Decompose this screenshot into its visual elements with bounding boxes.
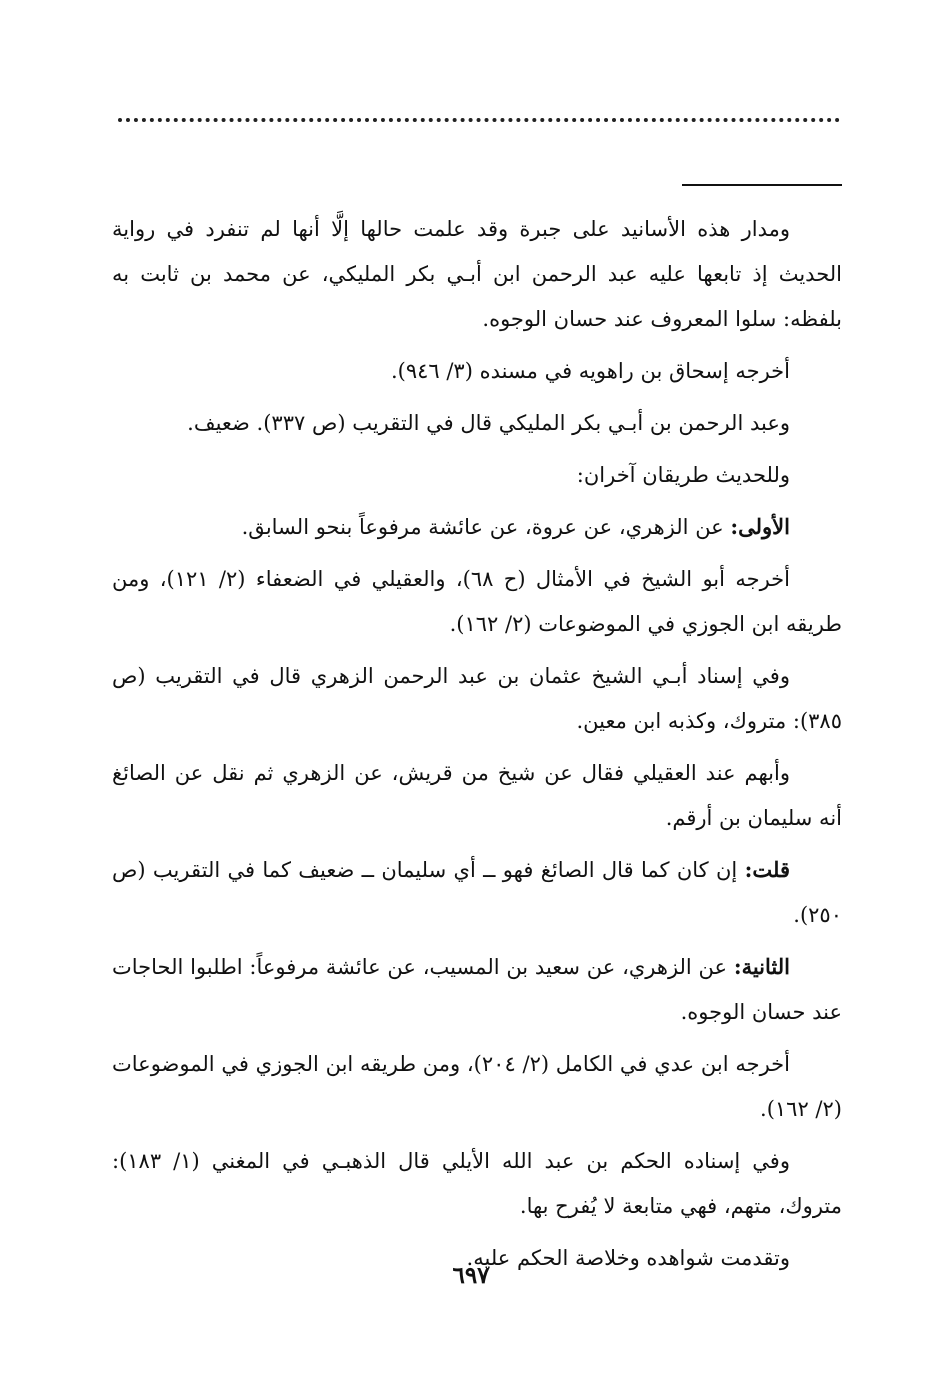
paragraph-11: أخرجه ابن عدي في الكامل (٢/ ٢٠٤)، ومن طريقه ابن الجوزي في الموضوعات (٢/ ١٦٢).	[112, 1052, 842, 1121]
heading-first-route: الأولى:	[730, 514, 790, 539]
paragraph-7: وفي إسناد أبـي الشيخ عثمان بن عبد الرحمن الزهري قال في التقريب (ص ٣٨٥): متروك، وكذبه ابن معين.	[112, 664, 842, 733]
paragraph-6: أخرجه أبو الشيخ في الأمثال (ح ٦٨)، والعقيلي في الضعفاء (٢/ ١٢١)، ومن طريقه ابن الجوزي في الموضوعات (٢/ ١٦٢).	[112, 567, 842, 636]
paragraph-4: وللحديث طريقان آخران:	[576, 463, 790, 487]
paragraph-1: ومدار هذه الأسانيد على جبرة وقد علمت حالها إلَّا أنها لم تنفرد في رواية الحديث إذ تابعها عليه عبد الرحمن ابن أبـي بكر المليكي، عن محمد بن ثابت به بلفظه: سلوا المعروف عند حسان الوجوه.	[112, 217, 842, 331]
paragraph-12: وفي إسناده الحكم بن عبد الله الأيلي قال الذهبـي في المغني (١/ ١٨٣): متروك، متهم، فهي متابعة لا يُفرح بها.	[112, 1149, 842, 1218]
paragraph-8: وأبهم عند العقيلي فقال عن شيخ من قريش، عن الزهري ثم نقل عن الصائغ أنه سليمان بن أرقم.	[112, 761, 842, 830]
main-text	[112, 206, 842, 1287]
paragraph-10: الثانية: عن الزهري، عن سعيد بن المسيب، عن عائشة مرفوعاً: اطلبوا الحاجات عند حسان الوجوه.	[112, 954, 842, 1024]
page-number: ٦٩٧	[452, 1262, 490, 1289]
paragraph-5: الأولى: عن الزهري، عن عروة، عن عائشة مرفوعاً بنحو السابق.	[241, 514, 790, 539]
heading-second-route: الثانية:	[733, 954, 790, 979]
heading-note: قلت:	[744, 857, 790, 882]
section-rule	[682, 184, 842, 186]
paragraph-3: وعبد الرحمن بن أبـي بكر المليكي قال في التقريب (ص ٣٣٧). ضعيف.	[187, 411, 790, 435]
paragraph-9: قلت: إن كان كما قال الصائغ فهو ــ أي سليمان ــ ضعيف كما في التقريب (ص ٢٥٠).	[112, 857, 842, 927]
paragraph-13: وتقدمت شواهده وخلاصة الحكم عليه.	[466, 1246, 790, 1270]
paragraph-2: أخرجه إسحاق بن راهويه في مسنده (٣/ ٩٤٦).	[390, 359, 790, 383]
header-dotted-rule	[118, 118, 840, 122]
